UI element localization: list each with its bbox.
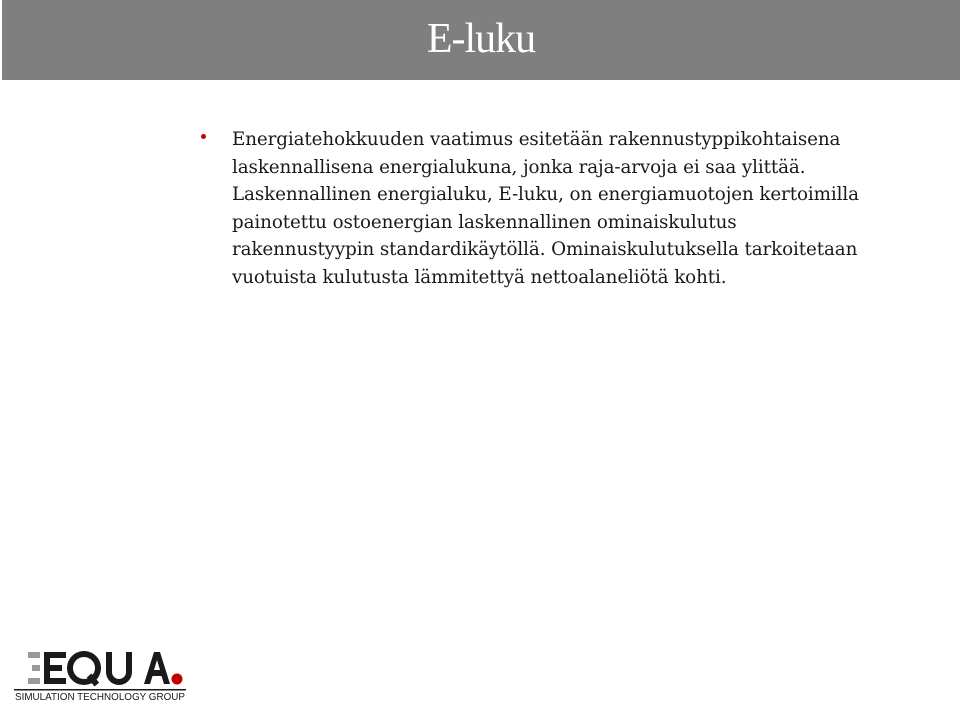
slide-title: E-luku	[426, 16, 536, 62]
title-bar	[2, 0, 960, 80]
equa-logo	[14, 644, 186, 702]
logo-dot-icon	[172, 674, 183, 685]
bullet-icon	[201, 134, 206, 139]
logo-tagline: SIMULATION TECHNOLOGY GROUP	[15, 691, 185, 702]
body-paragraph: Energiatehokkuuden vaatimus esitetään rakennustyppikohtaisena laskennallisena energialukuna, jonka raja-arvoja ei saa ylittää. Laskennallinen energialuku, E-luku, on energiamuotojen kertoimilla painotettu ostoenergian laskennallinen ominaiskulutus rakennustyypin standardikäytöllä. Ominaiskulutuksella tarkoitetaan vuotuista kulutusta lämmitettyä nettoalaneliötä kohti.	[232, 129, 859, 288]
